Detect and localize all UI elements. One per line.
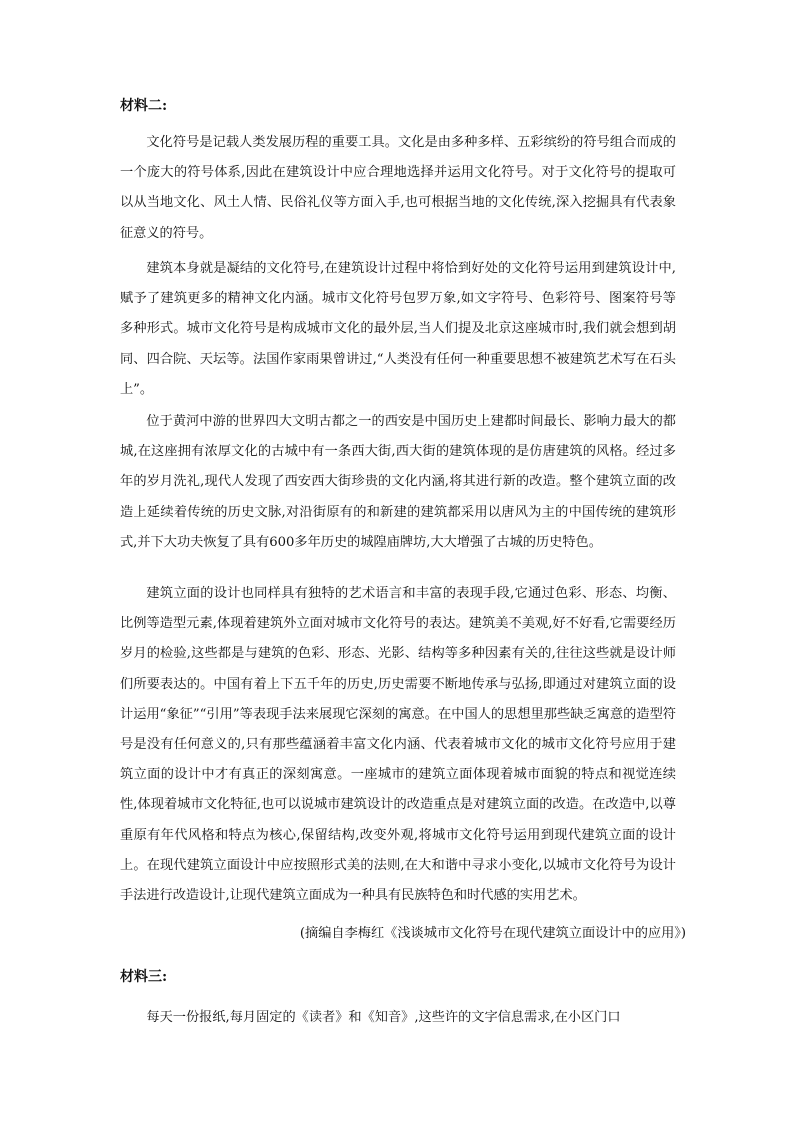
- material-2-heading: 材料二:: [120, 98, 168, 114]
- material-2-paragraph-4: 建筑立面的设计也同样具有独特的艺术语言和丰富的表现手段,它通过色彩、形态、均衡、比例等造型元素,体现着建筑外立面对城市文化符号的表达。建筑美不美观,好不好看,它需要经历岁月的检验,这些都是与建筑的色彩、形态、光影、结构等多种因素有关的,往往这些就是设计师们所要表达的。中国有着上下五千年的历史,历史需要不断地传承与弘扬,即通过对建筑立面的设计运用“象征”“引用”等表现手法来展现它深刻的寓意。在中国人的思想里那些缺乏寓意的造型符号是没有任何意义的,只有那些蕴涵着丰富文化内涵、代表着城市文化的城市文化符号应用于建筑立面的设计中才有真正的深刻寓意。一座城市的建筑立面体现着城市面貌的特点和视觉连续性,体现着城市文化特征,也可以说城市建筑设计的改造重点是对建筑立面的改造。在改造中,以尊重原有年代风格和特点为核心,保留结构,改变外观,将城市文化符号运用到现代建筑立面的设计上。在现代建筑立面设计中应按照形式美的法则,在大和谐中寻求小变化,以城市文化符号为设计手法进行改造设计,让现代建筑立面成为一种具有民族特色和时代感的实用艺术。: [120, 586, 676, 904]
- material-3-paragraph-1: 每天一份报纸,每月固定的《读者》和《知音》,这些许的文字信息需求,在小区门口: [146, 1010, 621, 1025]
- material-3-heading: 材料三:: [120, 969, 168, 985]
- material-2-paragraph-3: 位于黄河中游的世界四大文明古都之一的西安是中国历史上建都时间最长、影响力最大的都城,在这座拥有浓厚文化的古城中有一条西大街,西大街的建筑体现的是仿唐建筑的风格。经过多年的岁月洗礼,现代人发现了西安西大街珍贵的文化内涵,将其进行新的改造。整个建筑立面的改造上延续着传统的历史文脉,对沿街原有的和新建的建筑都采用以唐风为主的中国传统的建筑形式,并下大功夫恢复了具有600多年历史的城隍庙牌坊,大大增强了古城的历史特色。: [120, 414, 676, 550]
- material-2-citation: (摘编自李梅红《浅谈城市文化符号在现代建筑立面设计中的应用》): [299, 926, 686, 941]
- material-2-paragraph-1: 文化符号是记载人类发展历程的重要工具。文化是由多种多样、五彩缤纷的符号组合而成的一个庞大的符号体系,因此在建筑设计中应合理地选择并运用文化符号。对于文化符号的提取可以从当地文化、风土人情、民俗礼仪等方面入手,也可根据当地的文化传统,深入挖掘具有代表象征意义的符号。: [120, 135, 676, 241]
- material-2-paragraph-2: 建筑本身就是凝结的文化符号,在建筑设计过程中将恰到好处的文化符号运用到建筑设计中,赋予了建筑更多的精神文化内涵。城市文化符号包罗万象,如文字符号、色彩符号、图案符号等多种形式。城市文化符号是构成城市文化的最外层,当人们提及北京这座城市时,我们就会想到胡同、四合院、天坛等。法国作家雨果曾讲过,“人类没有任何一种重要思想不被建筑艺术写在石头上”。: [120, 261, 676, 397]
- document-page: [120, 0, 686, 1123]
